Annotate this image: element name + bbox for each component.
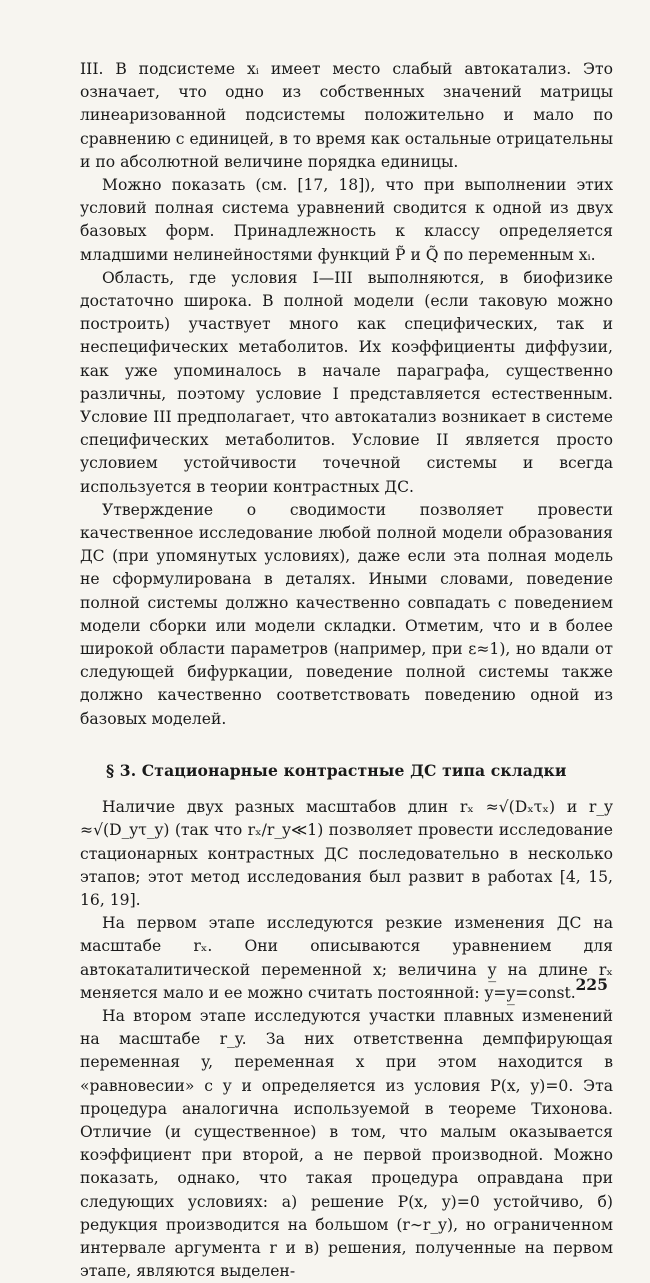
paragraph-region: Область, где условия I—III выполняются, в биофизике достаточно широка. В полной модели (если таковую можно построить) участвует много как специфических, так и неспецифических метаболитов. Их коэффициенты диффузии, как уже упоминалось в начале параграфа, существенно различны, поэтому условие I представляется естественным. Условие III предполагает, что автокатализ возникает в системе специфических метаболитов. Условие II является просто условием устойчивости точечной системы и всегда используется в теории контрастных ДС. bbox=[80, 268, 613, 496]
paragraph-reduction: Можно показать (см. [17, 18]), что при выполнении этих условий полная система уравнений сводится к одной из двух базовых форм. Принадлежность к классу определяется младшими нелинейностями функций P̃ и Q̃ по переменным xᵢ. bbox=[80, 176, 613, 264]
section-heading: § 3. Стационарные контрастные ДС типа складки bbox=[106, 760, 567, 780]
paragraph-scales: Наличие двух разных масштабов длин rₓ ≈√(Dₓτₓ) и r_y ≈√(D_yτ_y) (так что rₓ/r_y≪1) позволяет провести исследование стационарных контрастных ДС последовательно в несколько этапов; этот метод исследования был развит в работах [4, 15, 16, 19]. bbox=[80, 798, 613, 909]
page-number: 225 bbox=[575, 975, 608, 994]
paragraph-reducibility: Утверждение о сводимости позволяет провести качественное исследование любой полной модели образования ДС (при упомянутых условиях), даже если эта полная модель не сформулирована в деталях. Иными словами, поведение полной системы должно качественно совпадать с поведением модели сборки или модели складки. Отметим, что и в более широкой области параметров (например, при ε≈1), но вдали от следующей бифуркации, поведение полной системы также должно качественно соответствовать поведению одной из базовых моделей. bbox=[80, 500, 613, 728]
paragraph-condition-iii: III. В подсистеме xᵢ имеет место слабый автокатализ. Это означает, что одно из собственных значений матрицы линеаризованной подсистемы положительно и мало по сравнению с единицей, в то время как остальные отрицательны и по абсолютной величине порядка единицы. bbox=[80, 60, 613, 171]
page-body bbox=[80, 58, 613, 1283]
paragraph-first-stage: На первом этапе исследуются резкие изменения ДС на масштабе rₓ. Они описываются уравнением для автокаталитической переменной x; величина y̲ на длине rₓ меняется мало и ее можно считать постоянной: y=y̲=const. bbox=[80, 914, 613, 1002]
paragraph-second-stage: На втором этапе исследуются участки плавных изменений на масштабе r_y. За них ответственна демпфирующая переменная y, переменная x при этом находится в «равновесии» с y и определяется из условия P(x, y)=0. Эта процедура аналогична используемой в теореме Тихонова. Отличие (и существенное) в том, что малым оказывается коэффициент при второй, а не первой производной. Можно показать, однако, что такая процедура оправдана при следующих условиях: а) решение P(x, y)=0 устойчиво, б) редукция производится на большом (r∼r_y), но ограниченном интервале аргумента r и в) решения, полученные на первом этапе, являются выделен- bbox=[80, 1006, 613, 1281]
